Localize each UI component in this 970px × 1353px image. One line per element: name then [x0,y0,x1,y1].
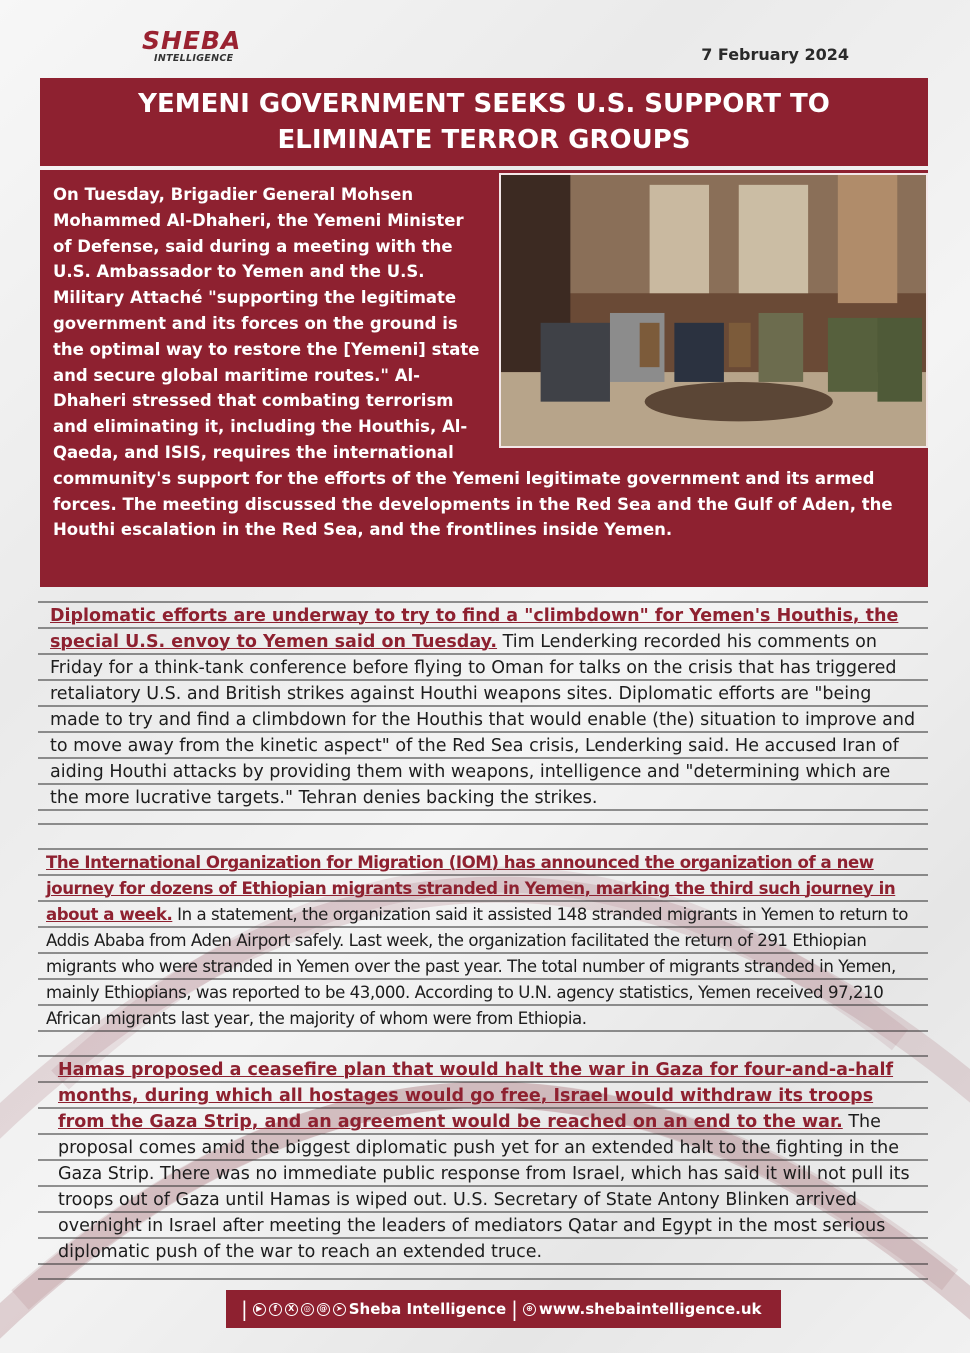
x-icon[interactable]: X [285,1303,298,1316]
footer-handle[interactable]: Sheba Intelligence [348,1300,507,1318]
article-highlight: Hamas proposed a ceasefire plan that would halt the war in Gaza for four-and-a-half months, during which all hostages would go free, Israel would withdraw its troops from the Gaza Strip, and an agreement would be reached on an end to the war. [58,1060,894,1132]
headline-line-2: ELIMINATE TERROR GROUPS [277,125,691,155]
footer-website-link[interactable]: www.shebaintelligence.uk [538,1300,762,1318]
article-houthi-climbdown [38,601,928,825]
footer-bar [226,1290,781,1328]
article-body: In a statement, the organization said it assisted 148 stranded migrants in Yemen to return to Addis Ababa from Aden Airport safely. Last week, the organization facilitated the return of 291 Ethiopian migrants who were stranded in Yemen over the past year. The total number of migrants stranded in Yemen, mainly Ethiopians, was reported to be 43,000. According to U.N. agency statistics, Yemen received 97,210 African migrants last year, the majority of whom were from Ethiopia. [46,905,908,1028]
headline-banner [40,78,928,166]
headline-line-1: YEMENI GOVERNMENT SEEKS U.S. SUPPORT TO [138,89,830,119]
article-text [58,1057,914,1265]
article-text [50,603,916,811]
lead-story-panel [40,170,928,587]
article-hamas-ceasefire [38,1055,928,1280]
youtube-icon[interactable]: ▶ [253,1303,266,1316]
footer-divider: | [511,1297,518,1321]
globe-icon: ⊕ [523,1303,536,1316]
footer-divider: | [241,1297,248,1321]
article-body: The proposal comes amid the biggest diplomatic push yet for an extended halt to the fighting in the Gaza Strip. There was no immediate public response from Israel, which has said it will not pull its troops out of Gaza until Hamas is wiped out. U.S. Secretary of State Antony Blinken arrived overnight in Israel after meeting the leaders of mediators Qatar and Egypt in the most serious diplomatic push of the war to reach an extended truce. [58,1112,910,1262]
logo-tagline: INTELLIGENCE [154,53,234,64]
article-text [46,850,918,1032]
meeting-photo [499,173,928,448]
threads-icon[interactable]: @ [317,1303,330,1316]
article-highlight: Diplomatic efforts are underway to try to find a "climbdown" for Yemen's Houthis, the special U.S. envoy to Yemen said on Tuesday. [50,606,899,652]
lead-story-text: On Tuesday, Brigadier General Mohsen Mohammed Al-Dhaheri, the Yemeni Minister of Defense, said during a meeting with the U.S. Ambassador to Yemen and the U.S. Military Attaché "supporting the legitimate government and its forces on the ground is the optimal way to restore the [Yemeni] state and secure global maritime routes." Al-Dhaheri stressed that combating terrorism and eliminating it, including the Houthis, Al-Qaeda, and ISIS, requires the international community's support for the efforts of the Yemeni legitimate government and its armed forces. The meeting discussed the developments in the Red Sea and the Gulf of Aden, the Houthi escalation in the Red Sea, and the frontlines inside Yemen. [53,185,893,540]
sheba-logo [142,28,241,64]
article-body: Tim Lenderking recorded his comments on Friday for a think-tank conference before flying to Oman for talks on the crisis that has triggered retaliatory U.S. and British strikes against Houthi weapons sites. Diplomatic efforts are "being made to try and find a climbdown for the Houthis that would enable (the) situation to improve and to move away from the kinetic aspect" of the Red Sea crisis, Lenderking said. He accused Iran of aiding Houthi attacks by providing them with weapons, intelligence and "determining which are the more lucrative targets." Tehran denies backing the strikes. [50,632,916,808]
facebook-icon[interactable]: f [269,1303,282,1316]
telegram-icon[interactable]: ➤ [333,1303,346,1316]
article-iom-migrants [38,848,928,1038]
instagram-icon[interactable]: ◎ [301,1303,314,1316]
logo-wordmark: SHEBA [142,26,242,55]
article-highlight: The International Organization for Migration (IOM) has announced the organization of a new journey for dozens of Ethiopian migrants stranded in Yemen, marking the third such journey in about a week. [46,853,896,924]
issue-date: 7 February 2024 [701,45,849,64]
